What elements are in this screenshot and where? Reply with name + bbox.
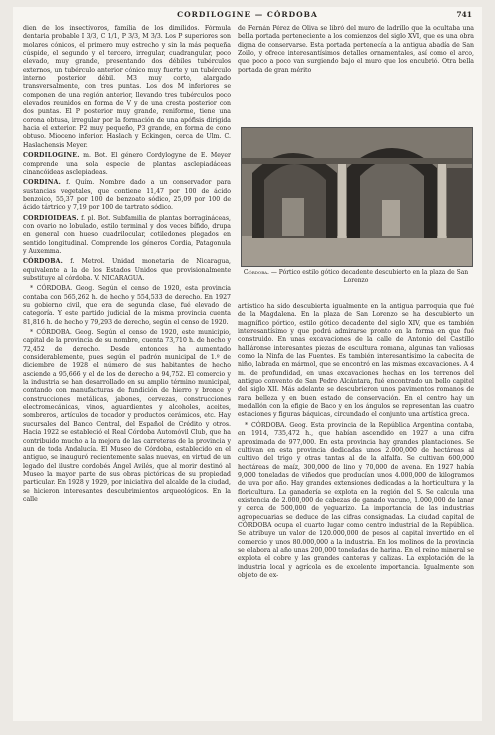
entry-text: f. Metrol. Unidad monetaria de Nicaragua, equivalente a la de los Estados Unidos que provisionalmente substituye al córdoba. V. NICARAGUA. [23,258,231,282]
page-number: 741 [456,10,472,19]
photo-illustration [242,128,472,266]
paragraph: * CÓRDOBA. Geog. Esta provincia de la República Argentina contaba, en 1914, 735,472 h., que habían ascendido en 1927 a una cifra aproximada de 977,000. En esta provincia hay grandes plantaciones. Se cultivan en esta provincia dedicadas unos 2.000,000 de hectáreas al cultivo del trigo y otras tantas al de la alfalfa. Se cultivan 600,000 hectáreas de maíz, 300,000 de lino y 70,000 de avena. En 1927 había 9,000 toneladas de viñedos que producían unos 4.000,000 de kilogramos de uva por año. Hay grandes extensiones dedicadas a la horticultura y la floricultura. La ganadería se explota en la región del S. Se calcula una existencia de 2.000,000 de cabezas de ganado vacuno, 1.000,000 de lanar y cerca de 500,000 de yeguarizo. La importancia de las industrias agropecuarias se deduce de las cifras consignadas. La ciudad capital de CÓRDOBA ocupa el cuarto lugar como centro industrial de la República. Se atribuye un valor de 120.000,000 de pesos al capital invertido en el comercio y unos 80.000,000 a la industria. En los molinos de la provincia se elabora al año unas 200,000 toneladas de harina. En el reino mineral se explota el cobre y las grandes canteras y calizas. La explotación de la industria local y agrícola es de excelente importancia. Igualmente son objeto de ex- [238,421,474,579]
paragraph: de Fernán Pérez de Oliva se libró del muro de ladrillo que la ocultaba una bella portada perteneciente a los comienzos del siglo XVI, que es una obra digna de conservarse. Esta portada pertenecía a la antigua abadía de San Zoilo, y ofrece interesantísimos detalles ornamentales, así como el arco, que poco a poco van surgiendo bajo el muro que los encubrió. Otra bella portada de gran mérito [238,25,474,74]
left-column [23,25,231,715]
book-page [13,7,482,721]
right-column-top [238,25,474,119]
entry-text: f. Quím. Nombre dado a un conservador para sustancias vegetales, que contiene 11,47 por 100 de ácido benzoico, 55,37 por 100 de benzoato sódico, 25,09 por 100 de ácido tártrico y 7,19 por 100 de tartrato sódico. [23,179,231,212]
page-header [13,7,482,25]
entry-headword: CÓRDOBA. [23,258,63,266]
paragraph: artístico ha sido descubierta igualmente en la antigua parroquia que fué de la Magdalena. En la plaza de San Lorenzo se ha descubierto un magnífico pórtico, estilo gótico decadente del siglo XIV, que es también interesantísimo y que podrá admirarse pronto en la forma en que fué construido. En unas excavaciones de la calle de Antonio del Castillo halláronse interesantes piezas de escultura romana, algunas tan valiosas como la Ninfa de las Fuentes. Es también interesantísimo la cabecita de niño, labrada en mármol, que se encontró en las mismas excavaciones. A 4 m. de profundidad, en unas excavaciones hechas en los terrenos del antiguo convento de San Pedro Alcántara, fué encontrado un bello capitel del siglo XII. Más adelante se descubrieron unos pavimentos romanos de rara belleza y en buen estado de conservación. En el centro hay un medallón con la efigie de Baco y en los ángulos se representan las cuatro estaciones y figuras báquicas, circundado el conjunto una artística greca. [238,303,474,419]
right-column [238,303,474,715]
entry-headword: CORDILOGINE. [23,152,80,160]
dictionary-entry [23,152,231,177]
dictionary-entry [23,215,231,257]
entry-headword: CORDIOIDEAS. [23,214,79,222]
paragraph: * CÓRDOBA. Geog. Según el censo de 1920, esta provincia contaba con 565,262 h. de hecho y 554,533 de derecho. En 1927 su gobierno civil, que era de segunda clase, fué elevado de categoría. Y este partido judicial de la misma provincia cuenta 81,816 h. de hecho y 79,293 de derecho, según el censo de 1920. [23,285,231,326]
paragraph: dien de los insectívoros, familia de los dimílidos. Fórmula dentaria probable I 3/3, C 1/1, P 3/3, M 3/3. Los P superiores son molares cónicos, el primero muy estrecho y sin la más pequeña cúspide, el segundo y el tercero, irregular, cuadrangular, poco elevado, muy grande, presentando dos débiles tubérculos externos, un tubérculo anterior cónico muy fuerte y un tubérculo interno posterior débil. M3 muy corto, alargado transversalmente, con tres puntas. Los dos M inferiores se componen de una región anterior, llevando tres tubérculos poco elevados reunidos en forma de V y de una cresta posterior con dos puntas. El P posterior muy grande, reniforme, tiene una corona obtusa, irregular por la formación de una apófisis dirigida hacia el exterior. P2 muy pequeño, P3 grande, en forma de cono obtuso. Mioceno inferior. Haslach y Eckingen, cerca de Ulm. C. Haslachensis Meyer. [23,25,231,149]
gothic-portico-photo [241,127,473,267]
caption-text: — Pórtico estilo gótico decadente descubierto en la plaza de San Lorenzo [270,269,469,284]
running-head: CORDILOGINE — CÓRDOBA [177,10,318,19]
entry-text: f. pl. Bot. Subfamilia de plantas borragináceas, con ovario no lobulado, estilo terminal y dos veces bífido, drupa en general con hueso cuadrilocular, cotiledones plegados en sentido longitudinal. Comprende los géneros Cordia, Patagonula y Auxemma. [23,214,231,255]
photo-caption [239,269,473,285]
dictionary-entry [23,258,231,283]
entry-headword: CORDINA. [23,179,61,187]
paragraph: * CÓRDOBA. Geog. Según el censo de 1920, este municipio, capital de la provincia de su nombre, cuenta 73,710 h. de hecho y 72,452 de derecho. Desde entonces ha aumentado considerablemente, pues según el padrón municipal de 1.º de diciembre de 1928 el número de sus habitantes de hecho asciende a 95,666 y el de los de derecho a 94,752. El comercio y la industria se han desarrollado en su amplio término municipal, contando con manufacturas de fundición de hierro y bronce y construcciones metálicas, jabones, cervezas, construcciones electromecánicas, vinos, aguardientes y alcoholes, aceites, sombreros, artículos de tocador y productos cerámicos, etc. Hay sucursales del Banco Central, del Español de Crédito y otros. Hacia 1922 se estableció el Real Córdoba Automóvil Club, que ha contribuido mucho a la mejora de las carreteras de la provincia y aun de toda Andalucía. El Museo de Córdoba, establecido en el antiguo, se inauguró recientemente salas nuevas, en virtud de un legado del ilustre cordobés Ángel Avilés, que al morir destinó al Museo la mayor parte de sus obras pictóricas de su propiedad particular. En 1928 y 1929, por iniciativa del alcalde de la ciudad, se hicieron interesantes descubrimientos arqueológicos. En la calle [23,329,231,503]
dictionary-entry [23,179,231,212]
caption-place: Córdoba. [243,269,269,276]
entry-text: m. Bot. El género Cordylogyne de E. Meyer comprende una sola especie de plantas asclepiadáceas cinancóideas asclepiadeas. [23,152,231,176]
